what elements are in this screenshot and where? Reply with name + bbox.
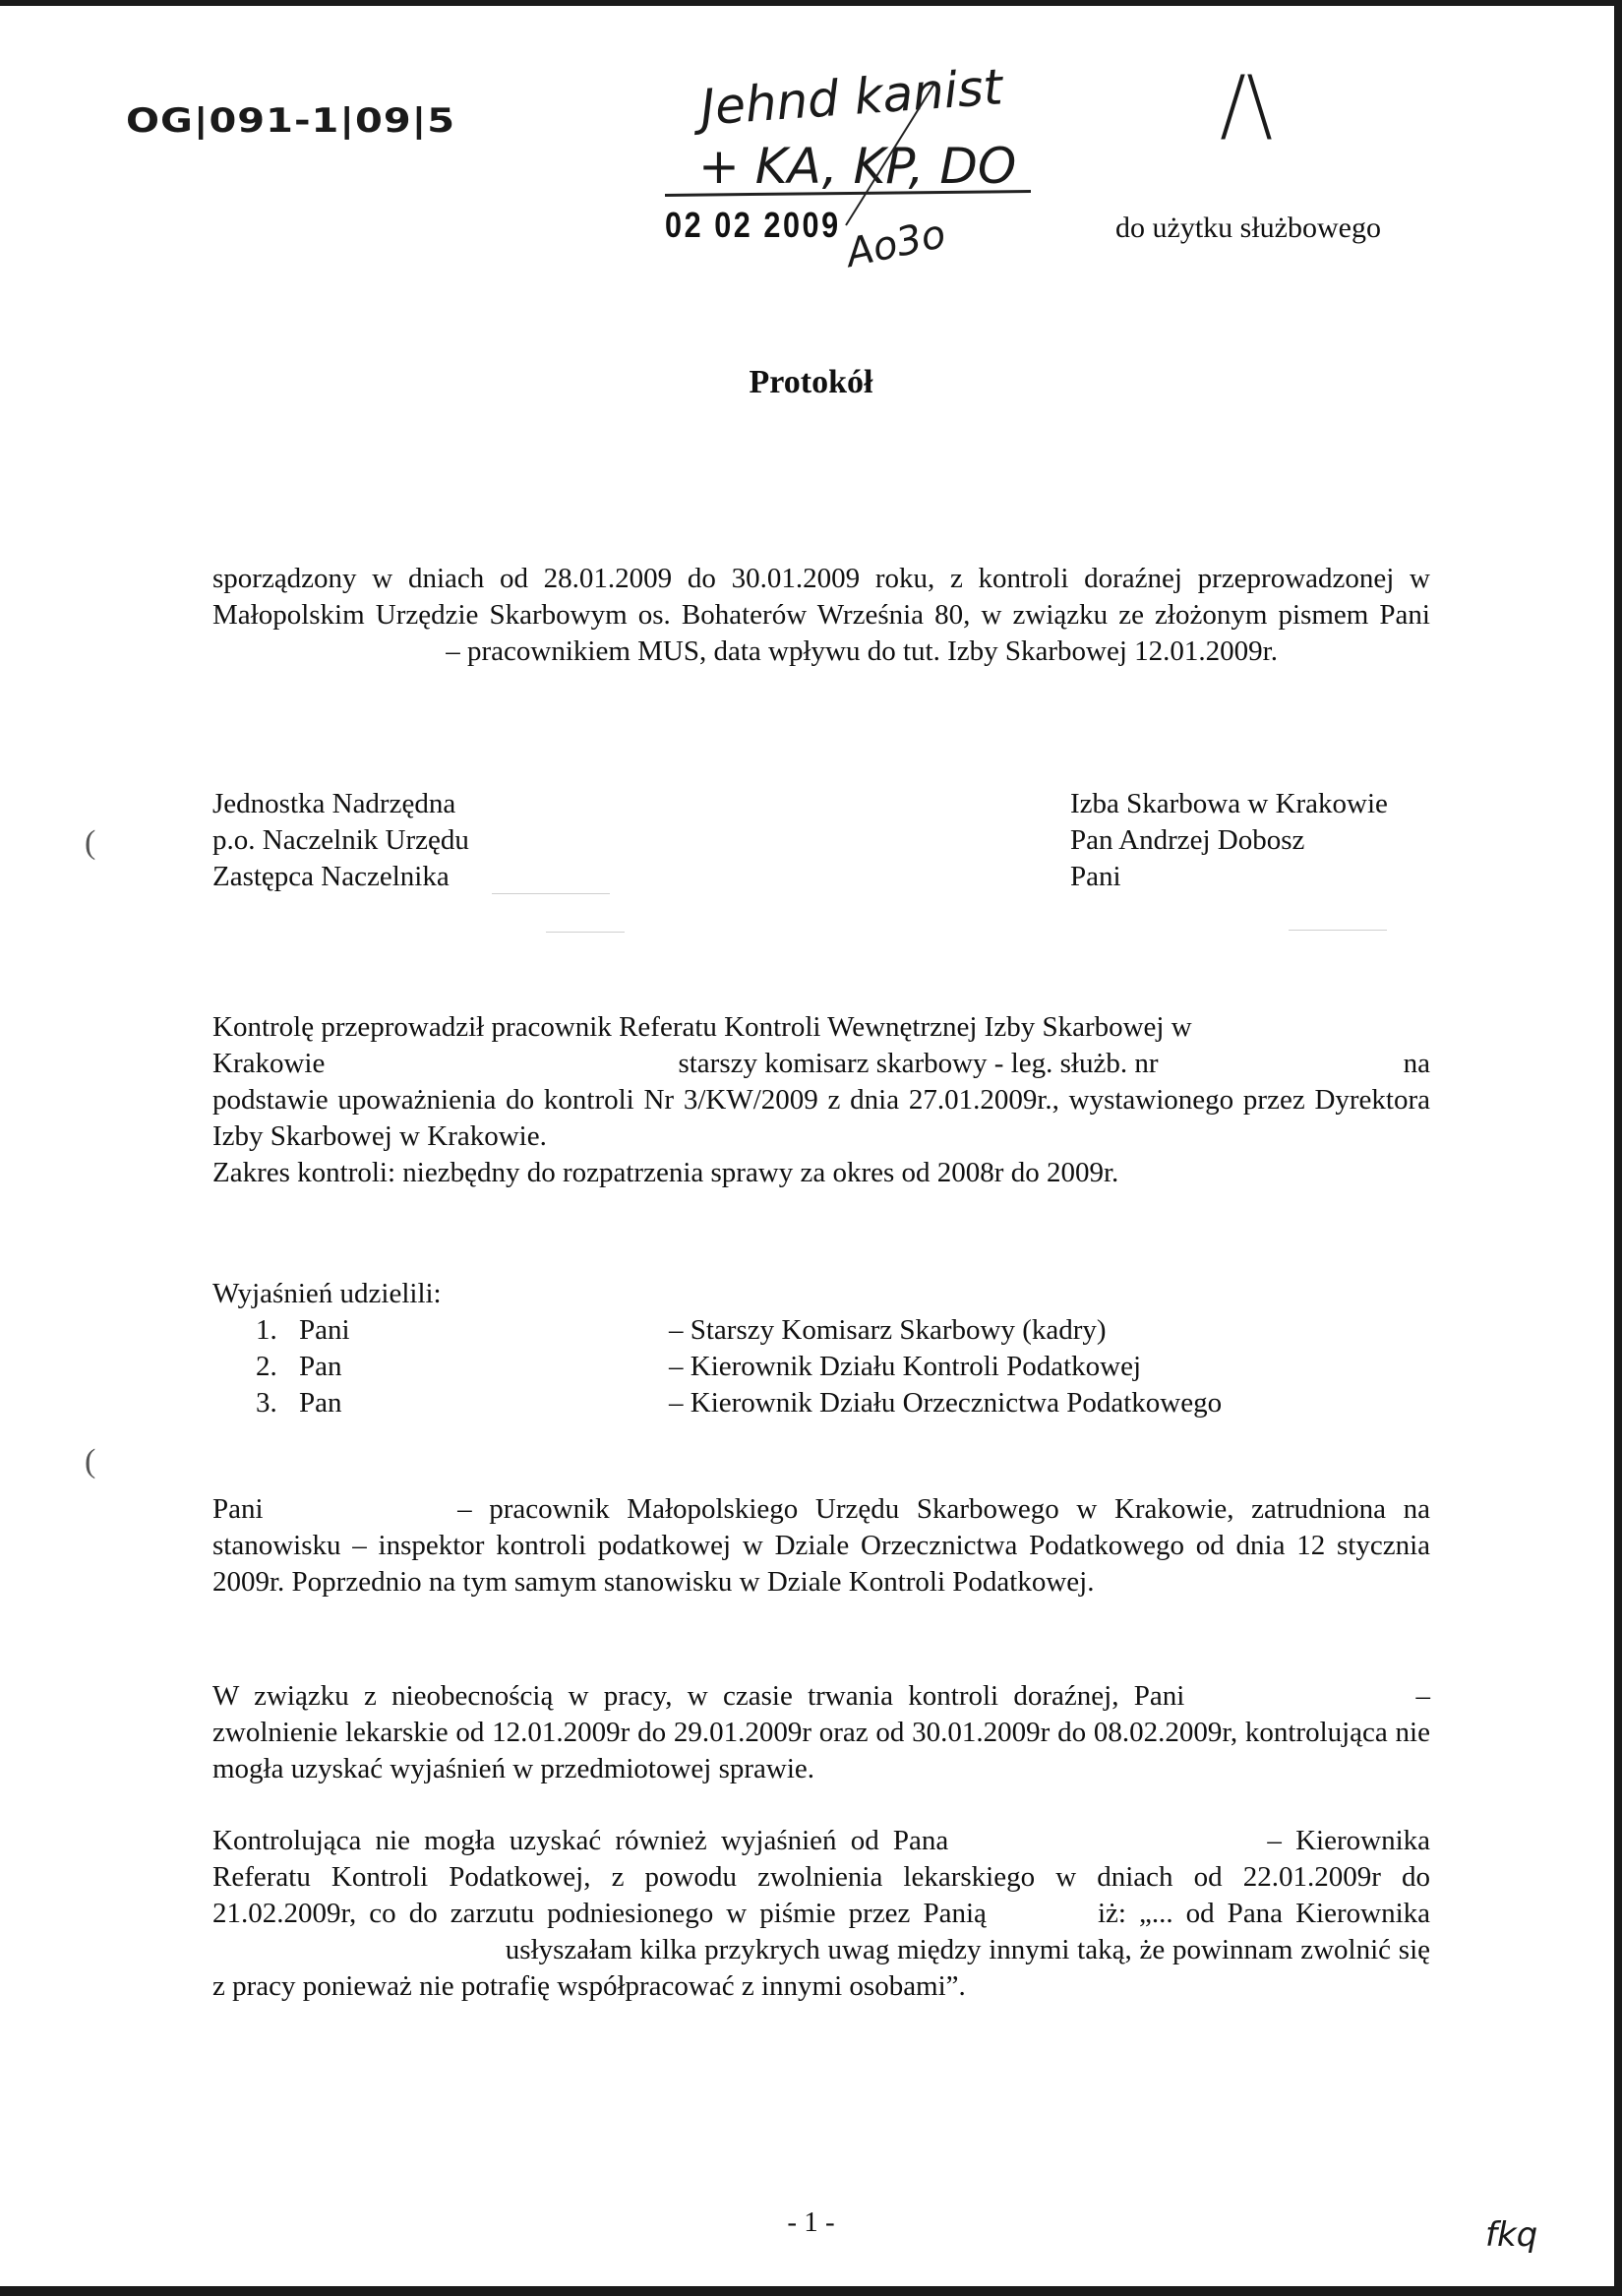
scan-edge-bottom	[0, 2286, 1622, 2296]
employee-text: – pracownik Małopolskiego Urzędu Skarbowego w Krakowie, zatrudniona na stanowisku – inspektor kontroli podatkowej w Dziale Orzecznictwa Podatkowego od dnia 12 stycznia 2009r. Poprzednio na tym samym stanowisku w Dziale Kontroli Podatkowej.	[212, 1493, 1431, 1598]
explanations-list	[212, 1276, 1294, 1421]
absence-text-b: – zwolnienie lekarskie od 12.01.2009r do 29.01.2009r oraz od 30.01.2009r do 08.02.2009r, kontrolująca nie mogła uzyskać wyjaśnień w przedmiotowej sprawie.	[212, 1680, 1430, 1784]
margin-paren-1: (	[85, 824, 96, 861]
handwritten-signature: Ao3o	[842, 211, 950, 277]
redaction	[1184, 1678, 1401, 1715]
handwritten-bottom-mark: fkq	[1485, 2215, 1538, 2255]
absence-paragraph	[212, 1678, 1430, 1787]
handwritten-page-mark: /\	[1220, 59, 1273, 151]
control-line2	[212, 1046, 1430, 1082]
party-left-3: Zastępca Naczelnika	[212, 861, 450, 892]
intro-paragraph	[212, 561, 1430, 670]
faint-rule	[492, 893, 610, 894]
parties-right	[1070, 786, 1388, 895]
control-line2-c: na	[1403, 1048, 1430, 1079]
party-left-2: p.o. Naczelnik Urzędu	[212, 824, 469, 856]
handwritten-note-line1: Jehnd kanist	[698, 58, 1005, 137]
final-text-a: Kontrolująca nie mogła uzyskać również wyjaśnień od Pana	[212, 1825, 949, 1856]
redaction	[948, 1823, 1253, 1859]
list-item	[212, 1385, 1294, 1421]
party-right-1: Izba Skarbowa w Krakowie	[1070, 788, 1388, 819]
control-line2-b: starszy komisarz skarbowy - leg. służb. nr	[678, 1048, 1159, 1079]
explanations-heading	[212, 1276, 1294, 1312]
party-right-3: Pani	[1070, 861, 1121, 892]
page-number: - 1 -	[787, 2206, 835, 2238]
received-date-stamp: 02 02 2009	[665, 205, 841, 245]
final-paragraph	[212, 1823, 1430, 2005]
redaction	[212, 634, 439, 670]
handwritten-note-line2: + KA, KP, DO	[698, 138, 1017, 195]
item-role: – Kierownik Działu Kontroli Podatkowej	[669, 1351, 1142, 1382]
list-item	[212, 1312, 1294, 1349]
employee-lead: Pani	[212, 1493, 264, 1525]
final-text-d: usłyszałam kilka przykrych uwag między innymi taką, że powinnam zwolnić się z pracy ponieważ nie potrafię współpracować z innymi osobami”.	[212, 1934, 1431, 2002]
absence-text-a: W związku z nieobecnością w pracy, w czasie trwania kontroli doraźnej, Pani	[212, 1680, 1185, 1712]
party-right-2: Pan Andrzej Dobosz	[1070, 824, 1305, 856]
margin-paren-2: (	[85, 1443, 96, 1480]
item-role: – Starszy Komisarz Skarbowy (kadry)	[669, 1314, 1107, 1346]
item-number: 2.	[256, 1351, 277, 1382]
control-scope: Zakres kontroli: niezbędny do rozpatrzenia sprawy za okres od 2008r do 2009r.	[212, 1157, 1119, 1188]
intro-text-b: – pracownikiem MUS, data wpływu do tut. Izby Skarbowej 12.01.2009r.	[446, 635, 1278, 667]
heading-text: Wyjaśnień udzielili:	[212, 1278, 442, 1309]
document-title: Protokół	[749, 364, 873, 400]
handwritten-case-number: OG|091-1|09|5	[126, 101, 456, 141]
redaction	[264, 1491, 441, 1528]
item-number: 1.	[256, 1314, 277, 1346]
final-text-b: – Kierownika Referatu Kontroli Podatkowej, z powodu zwolnienia lekarskiego w dniach od 22.01.2009r do 21.02.2009r, co do zarzutu podniesionego w piśmie przez Panią	[212, 1825, 1430, 1929]
classification-note: do użytku służbowego	[1115, 211, 1381, 244]
list-item	[212, 1349, 1294, 1385]
control-paragraph	[212, 1009, 1430, 1191]
item-title: Pani	[299, 1314, 350, 1346]
scan-edge-right	[1614, 0, 1622, 2296]
party-left-1: Jednostka Nadrzędna	[212, 788, 456, 819]
item-title: Pan	[299, 1351, 342, 1382]
faint-rule	[1289, 930, 1387, 931]
control-line1: Kontrolę przeprowadził pracownik Referatu Kontroli Wewnętrznej Izby Skarbowej w	[212, 1011, 1192, 1043]
redaction	[987, 1896, 1085, 1932]
control-line2-a: Krakowie	[212, 1048, 326, 1079]
redaction	[212, 1932, 498, 1968]
final-text-c: iż: „... od Pana Kierownika	[1097, 1898, 1431, 1929]
parties-left	[212, 786, 469, 895]
scan-edge-top	[0, 0, 1622, 6]
intro-text-a: sporządzony w dniach od 28.01.2009 do 30.01.2009 roku, z kontroli doraźnej przeprowadzonej w Małopolskim Urzędzie Skarbowym os. Bohaterów Września 80, w związku ze złożonym pismem Pani	[212, 563, 1430, 631]
employee-paragraph	[212, 1491, 1430, 1601]
item-title: Pan	[299, 1387, 342, 1419]
control-rest: podstawie upoważnienia do kontroli Nr 3/KW/2009 z dnia 27.01.2009r., wystawionego przez Dyrektora Izby Skarbowej w Krakowie.	[212, 1084, 1430, 1152]
item-role: – Kierownik Działu Orzecznictwa Podatkowego	[669, 1387, 1223, 1419]
faint-rule	[546, 932, 625, 933]
item-number: 3.	[256, 1387, 277, 1419]
